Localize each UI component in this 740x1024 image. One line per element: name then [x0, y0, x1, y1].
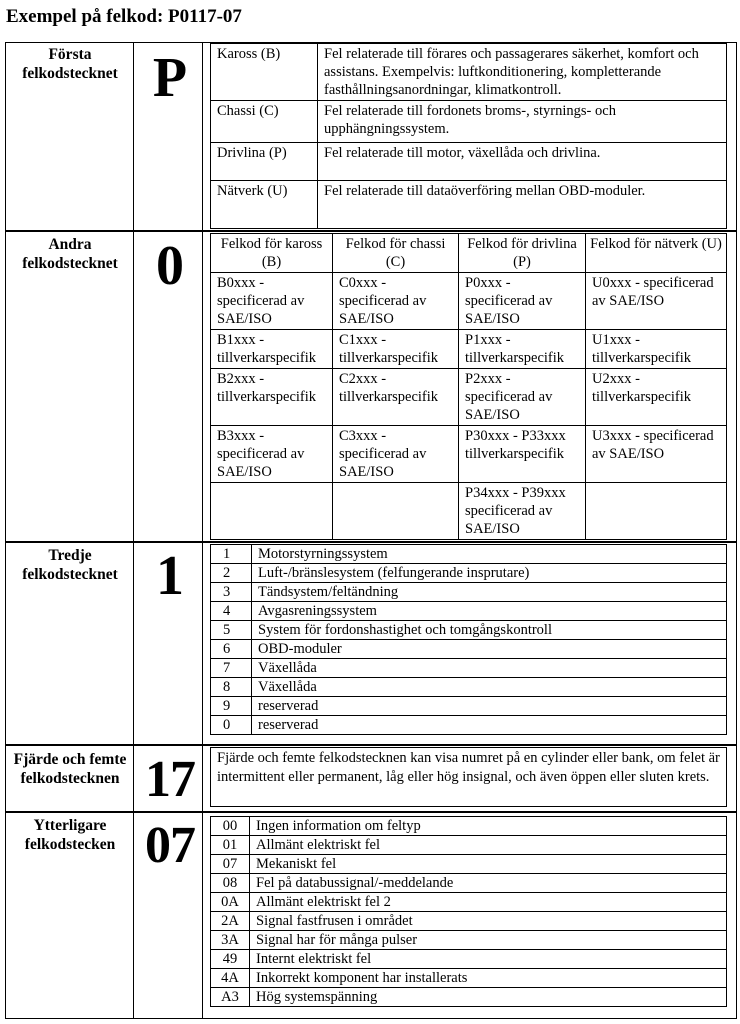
system-name: Nätverk (U)	[211, 181, 318, 229]
section-label-additional: Ytterligare felkodstecken	[24, 817, 116, 853]
code-cell: 9	[211, 697, 252, 716]
section-divider	[5, 744, 737, 746]
code-cell: 01	[211, 836, 250, 855]
table-row	[211, 640, 727, 659]
table-row	[211, 44, 727, 101]
table-row	[211, 426, 727, 483]
table-cell: P2xxx - specificerad av SAE/ISO	[459, 369, 586, 426]
fourth-fifth-description: Fjärde och femte felkodstecknen kan visa numret på en cylinder eller bank, om felet är intermittent eller permanent, låg eller hög insignal, och även öppen eller sluten krets.	[210, 747, 727, 807]
table-row	[211, 101, 727, 143]
system-desc: Fel relaterade till förares och passagerares säkerhet, komfort och assistans. Exempelvis: luftkonditionering, kompletterande fasthållningsanordningar, klimatkontroll.	[318, 44, 727, 101]
table-row	[211, 836, 727, 855]
table-cell: C3xxx - specificerad av SAE/ISO	[333, 426, 459, 483]
table-row	[211, 369, 727, 426]
table-row	[211, 678, 727, 697]
table-row	[211, 602, 727, 621]
table-row	[211, 483, 727, 540]
table-cell: B3xxx - specificerad av SAE/ISO	[211, 426, 333, 483]
table-cell: P0xxx - specificerad av SAE/ISO	[459, 273, 586, 330]
table-cell: U3xxx - specificerad av SAE/ISO	[586, 426, 727, 483]
table-cell: B1xxx - tillverkarspecifik	[211, 330, 333, 369]
table-cell	[211, 483, 333, 540]
desc-cell: Signal fastfrusen i området	[250, 912, 727, 931]
table-row	[211, 181, 727, 229]
page-title: Exempel på felkod: P0117-07	[6, 6, 242, 27]
code-cell: 3A	[211, 931, 250, 950]
table-cell: C2xxx - tillverkarspecifik	[333, 369, 459, 426]
desc-cell: Inkorrekt komponent har installerats	[250, 969, 727, 988]
table-cell	[586, 483, 727, 540]
table-cell: C0xxx - specificerad av SAE/ISO	[333, 273, 459, 330]
table-row	[211, 659, 727, 678]
code-cell: 08	[211, 874, 250, 893]
column-header: Felkod för nätverk (U)	[586, 234, 727, 273]
desc-cell: Ingen information om feltyp	[250, 817, 727, 836]
table-row	[211, 716, 727, 735]
table-row	[211, 330, 727, 369]
desc-cell: Fel på databussignal/-meddelande	[250, 874, 727, 893]
desc-cell: reserverad	[252, 716, 727, 735]
desc-cell: System för fordonshastighet och tomgångskontroll	[252, 621, 727, 640]
table-cell: P34xxx - P39xxx specificerad av SAE/ISO	[459, 483, 586, 540]
code-char-third: 1	[156, 545, 184, 607]
desc-cell: Allmänt elektriskt fel	[250, 836, 727, 855]
code-cell: 0A	[211, 893, 250, 912]
desc-cell: Avgasreningssystem	[252, 602, 727, 621]
table-row	[211, 950, 727, 969]
desc-cell: Växellåda	[252, 659, 727, 678]
table-row	[211, 988, 727, 1007]
desc-cell: Växellåda	[252, 678, 727, 697]
column-header: Felkod för kaross (B)	[211, 234, 333, 273]
section-divider	[5, 811, 737, 813]
code-cell: A3	[211, 988, 250, 1007]
table-cell	[333, 483, 459, 540]
desc-cell: Tändsystem/feltändning	[252, 583, 727, 602]
code-cell: 2	[211, 564, 252, 583]
table-row	[211, 545, 727, 564]
desc-cell: Allmänt elektriskt fel 2	[250, 893, 727, 912]
code-cell: 7	[211, 659, 252, 678]
desc-cell: Luft-/bränslesystem (felfungerande insprutare)	[252, 564, 727, 583]
column-header: Felkod för chassi (C)	[333, 234, 459, 273]
code-cell: 5	[211, 621, 252, 640]
code-cell: 49	[211, 950, 250, 969]
code-category-table	[210, 233, 727, 540]
code-char-fourth-fifth: 17	[145, 751, 195, 808]
code-cell: 8	[211, 678, 252, 697]
system-name: Kaross (B)	[211, 44, 318, 101]
code-cell: 00	[211, 817, 250, 836]
table-cell: C1xxx - tillverkarspecifik	[333, 330, 459, 369]
table-row	[211, 874, 727, 893]
fault-type-table	[210, 816, 727, 1007]
desc-cell: Mekaniskt fel	[250, 855, 727, 874]
table-cell: P1xxx - tillverkarspecifik	[459, 330, 586, 369]
table-row	[211, 912, 727, 931]
system-desc: Fel relaterade till motor, växellåda och drivlina.	[318, 143, 727, 181]
code-char-second: 0	[156, 235, 184, 297]
table-row	[211, 893, 727, 912]
table-row	[211, 143, 727, 181]
table-row	[211, 931, 727, 950]
table-row	[211, 621, 727, 640]
code-cell: 6	[211, 640, 252, 659]
table-cell: U1xxx - tillverkarspecifik	[586, 330, 727, 369]
system-desc: Fel relaterade till dataöverföring mellan OBD-moduler.	[318, 181, 727, 229]
table-header-row	[211, 234, 727, 273]
table-row	[211, 273, 727, 330]
code-cell: 07	[211, 855, 250, 874]
code-cell: 3	[211, 583, 252, 602]
subsystem-table	[210, 544, 727, 735]
section-label-second: Andra felkodstecknet	[22, 236, 118, 272]
column-divider	[133, 42, 134, 1019]
code-cell: 1	[211, 545, 252, 564]
code-cell: 4	[211, 602, 252, 621]
table-row	[211, 583, 727, 602]
table-row	[211, 855, 727, 874]
desc-cell: Internt elektriskt fel	[250, 950, 727, 969]
section-label-fourth-fifth: Fjärde och femte felkodstecknen	[13, 751, 127, 787]
table-row	[211, 564, 727, 583]
system-name: Chassi (C)	[211, 101, 318, 143]
table-cell: U0xxx - specificerad av SAE/ISO	[586, 273, 727, 330]
table-row	[211, 817, 727, 836]
desc-cell: OBD-moduler	[252, 640, 727, 659]
code-cell: 0	[211, 716, 252, 735]
table-cell: P30xxx - P33xxx tillverkarspecifik	[459, 426, 586, 483]
table-cell: U2xxx - tillverkarspecifik	[586, 369, 727, 426]
table-row	[211, 969, 727, 988]
code-cell: 2A	[211, 912, 250, 931]
section-label-first: Första felkodstecknet	[22, 46, 118, 82]
section-label-third: Tredje felkodstecknet	[22, 547, 118, 583]
desc-cell: Hög systemspänning	[250, 988, 727, 1007]
desc-cell: reserverad	[252, 697, 727, 716]
system-table	[210, 43, 727, 229]
desc-cell: Motorstyrningssystem	[252, 545, 727, 564]
code-cell: 4A	[211, 969, 250, 988]
system-desc: Fel relaterade till fordonets broms-, styrnings- och upphängningssystem.	[318, 101, 727, 143]
code-char-additional: 07	[145, 817, 195, 874]
table-row	[211, 697, 727, 716]
table-cell: B0xxx - specificerad av SAE/ISO	[211, 273, 333, 330]
code-char-first: P	[152, 47, 188, 109]
desc-cell: Signal har för många pulser	[250, 931, 727, 950]
section-divider	[5, 541, 737, 543]
section-divider	[5, 230, 737, 232]
column-header: Felkod för drivlina (P)	[459, 234, 586, 273]
table-cell: B2xxx - tillverkarspecifik	[211, 369, 333, 426]
system-name: Drivlina (P)	[211, 143, 318, 181]
